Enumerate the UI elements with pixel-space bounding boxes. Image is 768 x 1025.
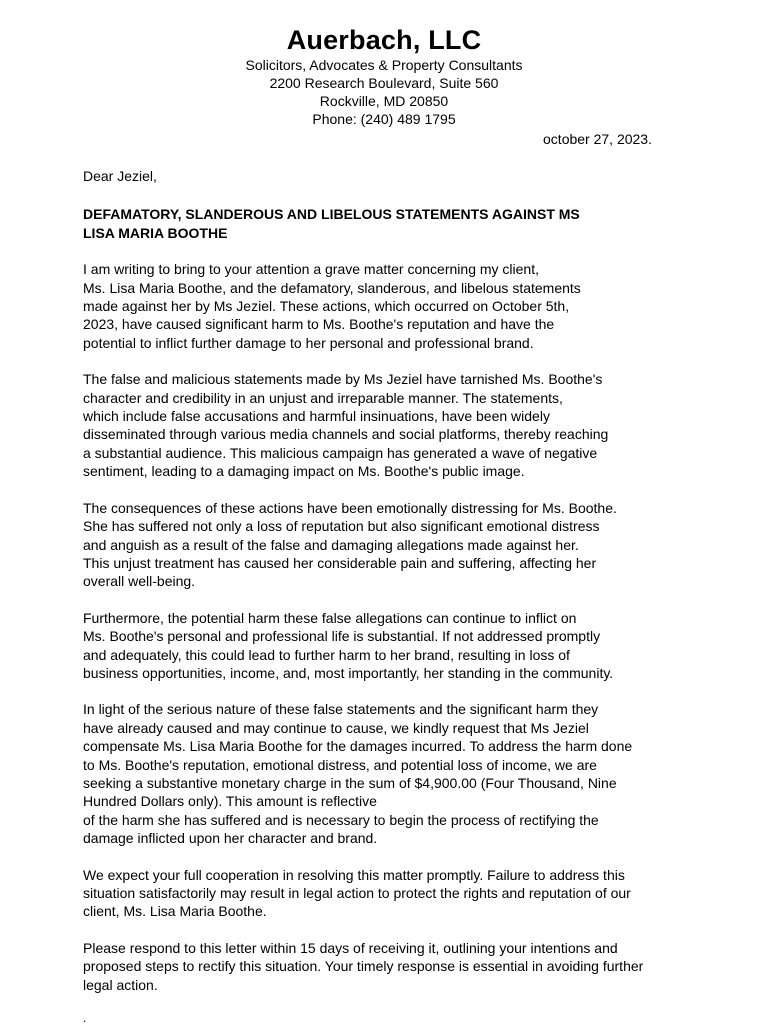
trailing-mark: . bbox=[83, 1011, 87, 1025]
text-line: We expect your full cooperation in resolving this matter promptly. Failure to address this bbox=[83, 866, 625, 883]
text-line: have already caused and may continue to cause, we kindly request that Ms Jeziel bbox=[83, 719, 589, 736]
text-line: damage inflicted upon her character and brand. bbox=[83, 830, 378, 847]
text-line: Please respond to this letter within 15 days of receiving it, outlining your intentions and bbox=[83, 939, 618, 956]
paragraph-consequences bbox=[83, 499, 693, 591]
subject-line: LISA MARIA BOOTHE bbox=[83, 224, 228, 241]
text-line: 2023, have caused significant harm to Ms. Boothe's reputation and have the bbox=[83, 316, 555, 333]
text-line: Ms. Boothe's personal and professional life is substantial. If not addressed promptly bbox=[83, 628, 601, 645]
text-line: legal action. bbox=[83, 976, 158, 993]
text-line: proposed steps to rectify this situation. Your timely response is essential in avoiding further bbox=[83, 958, 644, 975]
text-line: to Ms. Boothe's reputation, emotional distress, and potential loss of income, we are bbox=[83, 756, 597, 773]
text-line: The consequences of these actions have been emotionally distressing for Ms. Boothe. bbox=[83, 499, 617, 516]
firm-name: Auerbach, LLC bbox=[286, 25, 482, 55]
text-line: business opportunities, income, and, most importantly, her standing in the community. bbox=[83, 664, 614, 681]
text-line: sentiment, leading to a damaging impact on Ms. Boothe's public image. bbox=[83, 463, 525, 480]
paragraph-false-statements bbox=[83, 370, 693, 480]
text-line: The false and malicious statements made by Ms Jeziel have tarnished Ms. Boothe's bbox=[83, 371, 603, 388]
letter-body bbox=[83, 167, 693, 1012]
text-line: I am writing to bring to your attention a grave matter concerning my client, bbox=[83, 261, 539, 278]
text-line: overall well-being. bbox=[83, 573, 196, 590]
text-line: situation satisfactorily may result in legal action to protect the rights and reputation of our bbox=[83, 885, 631, 901]
paragraph-potential-harm bbox=[83, 609, 693, 683]
text-line: In light of the serious nature of these false statements and the significant harm they bbox=[83, 701, 599, 718]
text-line: Ms. Lisa Maria Boothe, and the defamatory, slanderous, and libelous statements bbox=[83, 279, 581, 296]
text-line: disseminated through various media channels and social platforms, thereby reaching bbox=[83, 426, 609, 443]
text-line: She has suffered not only a loss of reputation but also significant emotional distress bbox=[83, 518, 600, 535]
firm-tagline: Solicitors, Advocates & Property Consultants bbox=[245, 57, 523, 73]
text-line: compensate Ms. Lisa Maria Boothe for the damages incurred. To address the harm done bbox=[83, 738, 633, 755]
text-line: character and credibility in an unjust and irreparable manner. The statements, bbox=[83, 389, 563, 406]
text-line: seeking a substantive monetary charge in the sum of $4,900.00 (Four Thousand, Nine bbox=[83, 774, 617, 791]
text-line: and adequately, this could lead to further harm to her brand, resulting in loss of bbox=[83, 646, 570, 663]
paragraph-cooperation bbox=[83, 866, 693, 921]
address-line-1: 2200 Research Boulevard, Suite 560 bbox=[269, 75, 499, 91]
subject-heading bbox=[83, 205, 693, 242]
paragraph-compensation-request bbox=[83, 700, 693, 847]
paragraph-response-deadline bbox=[83, 939, 693, 994]
text-line: which include false accusations and harmful insinuations, have been widely bbox=[83, 408, 550, 425]
salutation: Dear Jeziel, bbox=[83, 168, 157, 184]
paragraph-introduction bbox=[83, 260, 693, 352]
text-line: client, Ms. Lisa Maria Boothe. bbox=[83, 903, 267, 920]
text-line: and anguish as a result of the false and damaging allegations made against her. bbox=[83, 536, 579, 553]
text-line: made against her by Ms Jeziel. These actions, which occurred on October 5th, bbox=[83, 298, 570, 315]
text-line: Hundred Dollars only). This amount is reflective bbox=[83, 793, 377, 810]
address-line-2: Rockville, MD 20850 bbox=[319, 93, 449, 109]
text-line: This unjust treatment has caused her considerable pain and suffering, affecting her bbox=[83, 554, 597, 571]
text-line: Furthermore, the potential harm these false allegations can continue to inflict on bbox=[83, 609, 577, 626]
letter-date: october 27, 2023. bbox=[543, 131, 652, 147]
subject-line: DEFAMATORY, SLANDEROUS AND LIBELOUS STATEMENTS AGAINST MS bbox=[83, 206, 580, 223]
phone-number: Phone: (240) 489 1795 bbox=[312, 111, 456, 127]
letterhead bbox=[0, 24, 768, 128]
text-line: potential to inflict further damage to her personal and professional brand. bbox=[83, 334, 534, 351]
text-line: a substantial audience. This malicious campaign has generated a wave of negative bbox=[83, 444, 598, 461]
text-line: of the harm she has suffered and is necessary to begin the process of rectifying the bbox=[83, 811, 599, 828]
